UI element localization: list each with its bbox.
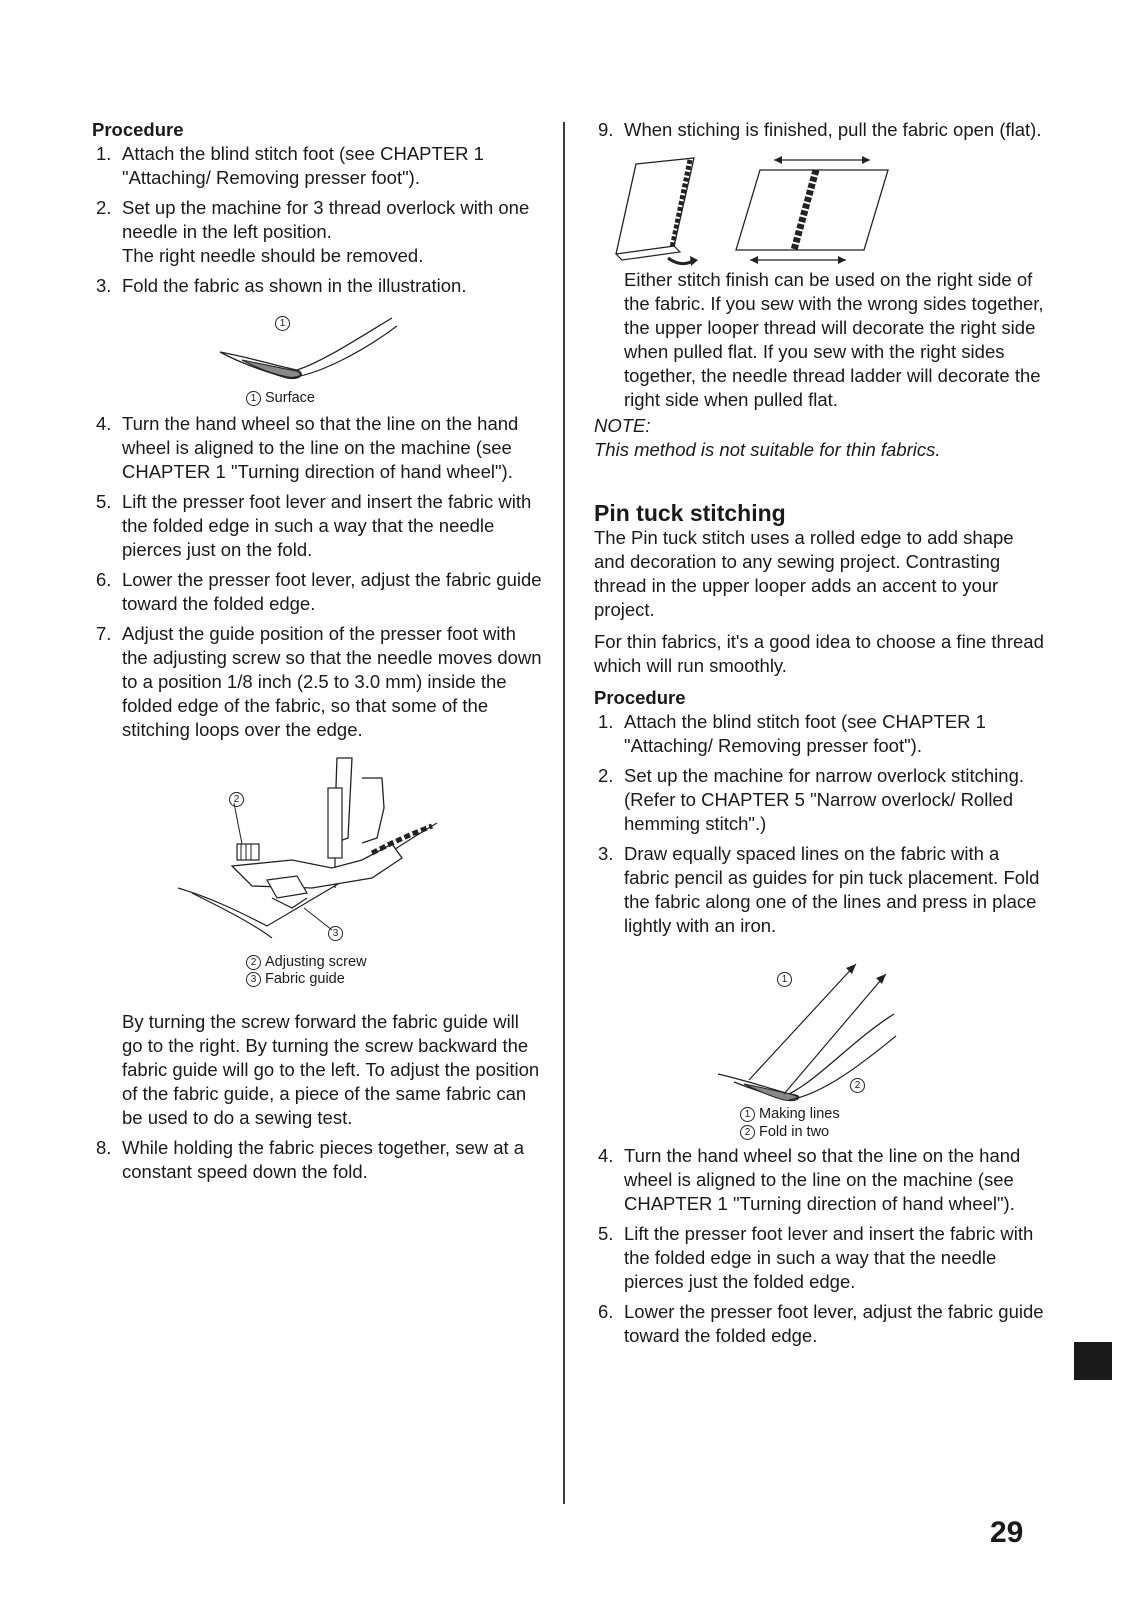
caption-text: Surface xyxy=(265,390,315,406)
left-column xyxy=(92,118,542,1190)
making-lines-illustration xyxy=(594,944,1044,1114)
caption-marker: 3 xyxy=(246,972,261,987)
step-text: Lower the presser foot lever, adjust the fabric guide toward the folded edge. xyxy=(122,569,542,614)
step-text: Lift the presser foot lever and insert the fabric with the folded edge in such a way that the needle pierces just the folded edge. xyxy=(624,1223,1034,1292)
pin-tuck-step-1 xyxy=(594,710,1044,758)
step-number: 7. xyxy=(96,623,112,644)
section-intro-2: For thin fabrics, it's a good idea to choose a fine thread which will run smoothly. xyxy=(594,631,1044,676)
figure-caption-making-lines xyxy=(740,1106,840,1123)
figure-marker-1: 1 xyxy=(275,316,290,331)
caption-text: Fabric guide xyxy=(265,971,345,987)
section-title: Pin tuck stitching xyxy=(594,500,786,526)
note-text: This method is not suitable for thin fabrics. xyxy=(594,439,941,460)
caption-marker: 2 xyxy=(246,955,261,970)
figure-marker-2: 2 xyxy=(229,792,244,807)
step-3 xyxy=(92,274,542,298)
pin-tuck-lines-figure xyxy=(594,944,1044,1144)
right-column xyxy=(594,118,1044,1354)
pin-tuck-step-2 xyxy=(594,764,1044,836)
section-intro-1: The Pin tuck stitch uses a rolled edge to add shape and decoration to any sewing project. Contrasting thread in the upper looper adds an accent to your project. xyxy=(594,527,1014,620)
step-number: 1. xyxy=(96,143,112,164)
step-text: Turn the hand wheel so that the line on the hand wheel is aligned to the line on the machine (see CHAPTER 1 "Turning direction of hand wheel"). xyxy=(624,1145,1021,1214)
caption-text: Fold in two xyxy=(759,1124,830,1140)
step-text: Fold the fabric as shown in the illustration. xyxy=(122,275,467,296)
step-number: 1. xyxy=(598,711,614,732)
step-text: Attach the blind stitch foot (see CHAPTER 1 "Attaching/ Removing presser foot"). xyxy=(122,143,484,188)
step-text: Attach the blind stitch foot (see CHAPTER 1 "Attaching/ Removing presser foot"). xyxy=(624,711,986,756)
step-text: Set up the machine for narrow overlock stitching. (Refer to CHAPTER 5 "Narrow overlock/ Rolled hemming stitch".) xyxy=(624,765,1024,834)
step-number: 4. xyxy=(598,1145,614,1166)
figure-caption-surface xyxy=(246,390,315,407)
step-number: 5. xyxy=(598,1223,614,1244)
step-7 xyxy=(92,622,542,742)
caption-text: Adjusting screw xyxy=(265,954,367,970)
caption-text: Making lines xyxy=(759,1106,840,1122)
step-number: 6. xyxy=(96,569,112,590)
pin-tuck-step-4 xyxy=(594,1144,1044,1216)
step-number: 8. xyxy=(96,1137,112,1158)
step-8 xyxy=(92,1136,542,1184)
step-2-extra: The right needle should be removed. xyxy=(122,245,424,266)
step-text: Lift the presser foot lever and insert the fabric with the folded edge in such a way that the needle pierces just on the fold. xyxy=(122,491,532,560)
figure-caption-adjusting-screw xyxy=(246,954,367,971)
presser-foot-illustration xyxy=(92,748,542,968)
step-number: 9. xyxy=(598,119,614,140)
step-text: Set up the machine for 3 thread overlock with one needle in the left position. xyxy=(122,197,530,242)
step-number: 2. xyxy=(96,197,112,218)
figure-marker-3: 3 xyxy=(328,926,343,941)
caption-marker: 1 xyxy=(740,1107,755,1122)
caption-marker: 2 xyxy=(740,1125,755,1140)
step-9-continued: Either stitch finish can be used on the right side of the fabric. If you sew with the wrong sides together, the upper looper thread will decorate the right side when pulled flat. If you sew with the right sides together, the needle thread ladder will decorate the right side when pulled flat. xyxy=(624,269,1044,410)
step-6 xyxy=(92,568,542,616)
step-9 xyxy=(594,118,1044,142)
folded-fabric-illustration xyxy=(92,304,542,394)
pull-open-figure xyxy=(594,146,1044,268)
figure-caption-fold-in-two xyxy=(740,1124,829,1141)
step-1 xyxy=(92,142,542,190)
step-text: Draw equally spaced lines on the fabric with a fabric pencil as guides for pin tuck placement. Fold the fabric along one of the lines and press in place lightly with an iron. xyxy=(624,843,1040,936)
step-number: 3. xyxy=(96,275,112,296)
step-text: When stiching is finished, pull the fabric open (flat). xyxy=(624,119,1042,140)
caption-marker: 1 xyxy=(246,391,261,406)
step-number: 3. xyxy=(598,843,614,864)
pin-tuck-step-6 xyxy=(594,1300,1044,1348)
step-number: 4. xyxy=(96,413,112,434)
page-number: 29 xyxy=(990,1516,1024,1549)
step-number: 5. xyxy=(96,491,112,512)
column-divider xyxy=(563,122,565,1504)
presser-foot-figure xyxy=(92,748,542,1010)
fold-fabric-figure xyxy=(92,304,542,412)
figure-caption-fabric-guide xyxy=(246,971,345,988)
step-7-continued: By turning the screw forward the fabric guide will go to the right. By turning the screw backward the fabric guide will go to the left. To adjust the position of the fabric guide, a piece of the same fabric can be used to do a sewing test. xyxy=(122,1011,540,1128)
pin-tuck-step-3 xyxy=(594,842,1044,938)
procedure-heading: Procedure xyxy=(594,687,686,708)
step-2 xyxy=(92,196,542,244)
procedure-heading: Procedure xyxy=(92,119,184,140)
fabric-pulled-flat-illustration xyxy=(594,146,1044,268)
step-number: 2. xyxy=(598,765,614,786)
step-text: Turn the hand wheel so that the line on the hand wheel is aligned to the line on the machine (see CHAPTER 1 "Turning direction of hand wheel"). xyxy=(122,413,519,482)
step-text: While holding the fabric pieces together, sew at a constant speed down the fold. xyxy=(122,1137,525,1182)
note-label: NOTE: xyxy=(594,415,651,436)
step-5 xyxy=(92,490,542,562)
step-4 xyxy=(92,412,542,484)
chapter-tab-marker xyxy=(1074,1342,1112,1380)
step-number: 6. xyxy=(598,1301,614,1322)
step-text: Lower the presser foot lever, adjust the fabric guide toward the folded edge. xyxy=(624,1301,1044,1346)
figure-marker-1: 1 xyxy=(777,972,792,987)
step-text: Adjust the guide position of the presser foot with the adjusting screw so that the needle moves down to a position 1/8 inch (2.5 to 3.0 mm) inside the folded edge of the fabric, so that some of the stitching loops over the edge. xyxy=(122,623,542,740)
pin-tuck-step-5 xyxy=(594,1222,1044,1294)
figure-marker-2: 2 xyxy=(850,1078,865,1093)
